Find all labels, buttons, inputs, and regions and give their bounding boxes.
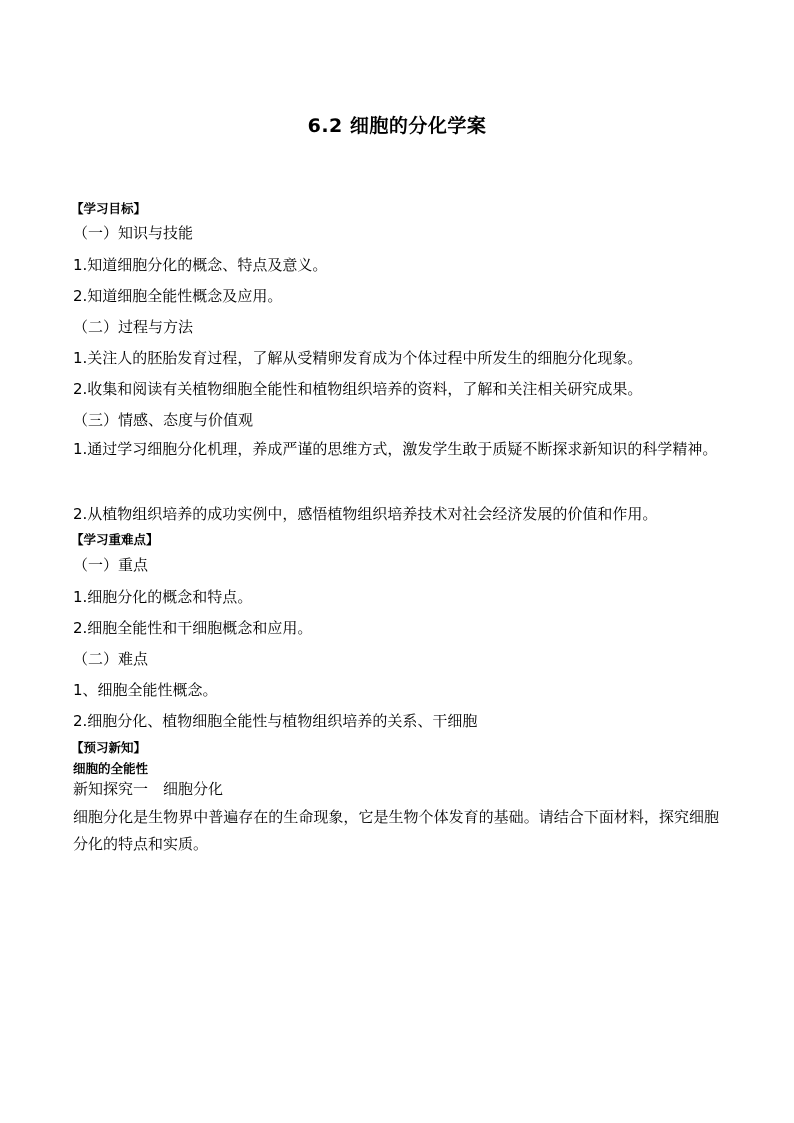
important-item-2: 2.细胞全能性和干细胞概念和应用。 [73,619,313,637]
important-item-1: 1.细胞分化的概念和特点。 [73,588,253,606]
knowledge-item-2: 2.知道细胞全能性概念及应用。 [73,287,283,305]
difficult-item-1: 1、细胞全能性概念。 [73,681,218,699]
subsection-process-label: （二）过程与方法 [73,318,194,336]
subsection-knowledge-label: （一）知识与技能 [73,224,194,242]
emotion-item-1: 1.通过学习细胞分化机理，养成严谨的思维方式，激发学生敢于质疑不断探求新知识的科学精神。 [73,440,718,458]
section-heading-objectives: 【学习目标】 [71,201,147,216]
section-heading-key-points: 【学习重难点】 [71,532,159,547]
subsection-difficult-label: （二）难点 [73,650,149,668]
explore-title: 新知探究一 细胞分化 [73,780,224,798]
process-item-2: 2.收集和阅读有关植物细胞全能性和植物组织培养的资料，了解和关注相关研究成果。 [73,380,643,398]
emotion-item-2: 2.从植物组织培养的成功实例中，感悟植物组织培养技术对社会经济发展的价值和作用。 [73,505,658,523]
preview-subheading: 细胞的全能性 [73,761,149,776]
preview-paragraph: 细胞分化是生物界中普遍存在的生命现象，它是生物个体发育的基础。请结合下面材料，探究细胞分化的特点和实质。 [73,808,719,853]
knowledge-item-1: 1.知道细胞分化的概念、特点及意义。 [73,256,328,274]
subsection-emotion-label: （三）情感、态度与价值观 [73,411,254,429]
subsection-important-label: （一）重点 [73,556,149,574]
document-title: 6.2 细胞的分化学案 [307,115,487,137]
section-heading-preview: 【预习新知】 [71,740,147,755]
process-item-1: 1.关注人的胚胎发育过程，了解从受精卵发育成为个体过程中所发生的细胞分化现象。 [73,349,643,367]
difficult-item-2: 2.细胞分化、植物细胞全能性与植物组织培养的关系、干细胞 [73,712,478,730]
